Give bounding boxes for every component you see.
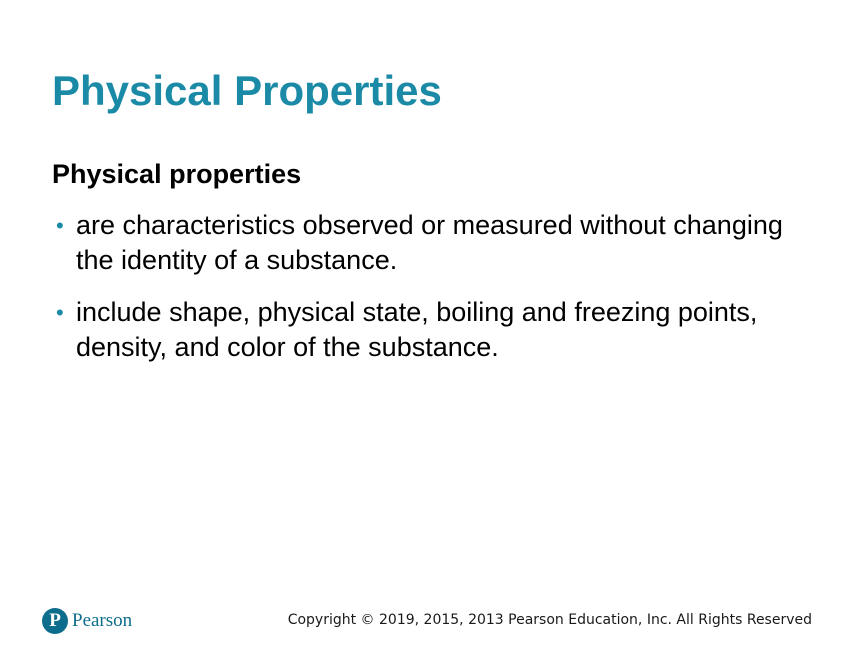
slide-title: Physical Properties [52,67,442,114]
bullet-dot-icon: • [56,300,64,325]
pearson-logo [42,607,132,635]
slide-subheading: Physical properties [52,159,302,189]
bullet-item [52,208,822,278]
pearson-logo-icon: P [42,608,68,634]
bullet-list [52,208,822,382]
bullet-text: are characteristics observed or measured without changing the identity of a substance. [76,210,783,275]
bullet-item [52,295,822,365]
pearson-logo-text: Pearson [72,610,133,631]
bullet-text: include shape, physical state, boiling and freezing points, density, and color of the substance. [76,297,758,362]
copyright-notice: Copyright © 2019, 2015, 2013 Pearson Education, Inc. All Rights Reserved [287,612,812,628]
bullet-dot-icon: • [56,213,64,238]
